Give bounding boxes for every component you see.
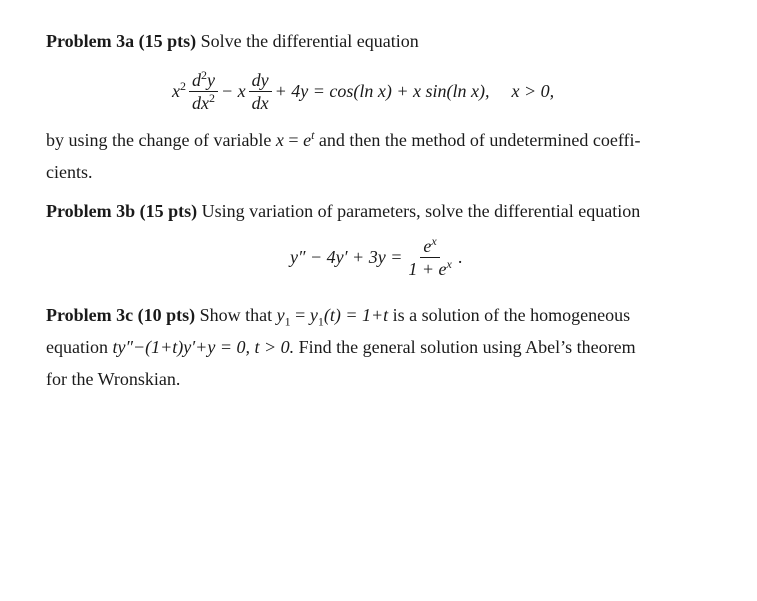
- eq-minus-x: − x: [221, 81, 246, 101]
- eq-rest: + 4y = cos(ln x) + x sin(ln x),: [274, 81, 490, 101]
- problem-3a-intro-text: Solve the differential equation: [200, 31, 419, 51]
- first-derivative-fraction: $\frac{dy}{dx}$: [249, 70, 272, 113]
- problem-3b-intro: [46, 195, 726, 227]
- eq-3b-fraction: $\frac{e^x}{1 + e^x}$: [408, 234, 452, 279]
- problem-3b-equation: [290, 236, 462, 279]
- problem-3c-text: Problem 3c (10 pts) Show that $y_1 = y_1(t) = 1+t$ is a solution of the homogeneous equation ty″−(1+t)y′+y = 0, t > 0. Find the general solution using Abel’s theorem for the Wronskian.: [46, 305, 636, 389]
- problem-3b-heading: Problem 3b (15 pts): [46, 201, 198, 221]
- problem-3b-intro-text: Using variation of parameters, solve the differential equation: [201, 201, 641, 221]
- eq-x: $x^2$: [172, 79, 186, 101]
- eq-3b-period: .: [457, 247, 463, 267]
- eq-3b-lhs: y″ − 4y′ + 3y =: [290, 247, 403, 267]
- eq-condition: x > 0,: [511, 81, 555, 101]
- problem-3a-heading: Problem 3a (15 pts): [46, 31, 197, 51]
- second-derivative-fraction: $\frac{d^2y}{dx^2}$: [189, 70, 218, 113]
- problem-3a-continuation: by using the change of variable $x = e^t$ and then the method of undetermined coeffi- cients.: [46, 128, 641, 182]
- problem-3a-intro: [46, 25, 726, 57]
- problem-3a-equation: [172, 70, 554, 113]
- problem-3c-heading: Problem 3c (10 pts): [46, 305, 196, 325]
